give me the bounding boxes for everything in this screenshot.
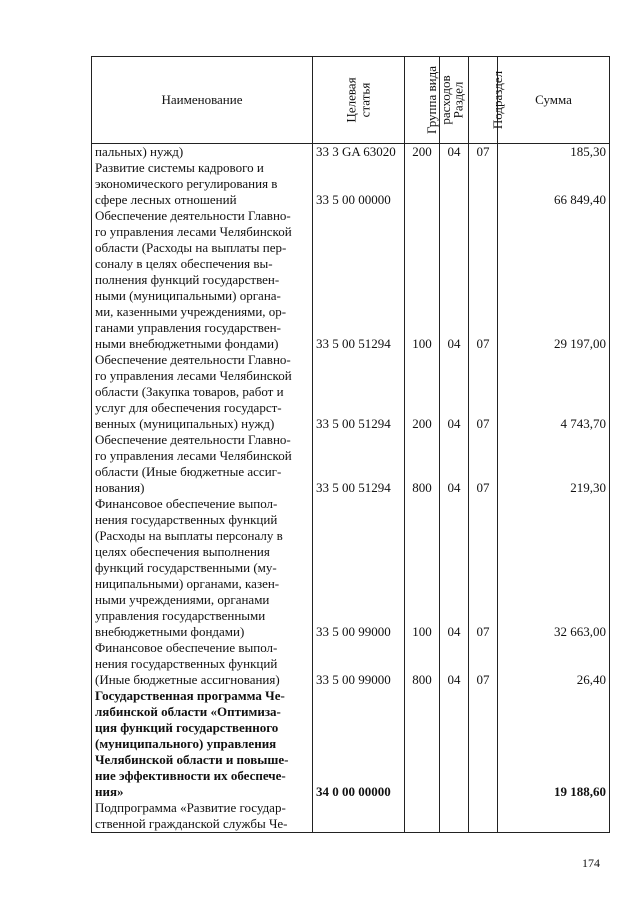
row-expense-group [405, 352, 440, 432]
row-sum-value: 185,30 [570, 144, 606, 159]
row-name-line: ными (муниципальными) органа- [95, 288, 281, 303]
row-sum-value: 19 188,60 [554, 784, 606, 799]
header-target-article: Целевая статья [313, 57, 405, 144]
header-subsection: Подраздел [469, 57, 498, 144]
row-name-line: внебюджетными фондами) [95, 624, 245, 639]
row-target-article [313, 432, 405, 496]
table-row [92, 352, 610, 432]
row-sum [498, 432, 610, 496]
table-row [92, 800, 610, 833]
row-name-line: Челябинской области и повыше- [95, 752, 289, 767]
row-subsection [469, 640, 498, 688]
row-name-line: области (Расходы на выплаты пер- [95, 240, 287, 255]
row-section-value: 04 [447, 416, 461, 431]
row-name-line: сфере лесных отношений [95, 192, 237, 207]
row-expense-group [405, 688, 440, 800]
row-target-article [313, 688, 405, 800]
row-section [440, 144, 469, 161]
row-name-line: ция функций государственного [95, 720, 279, 735]
row-target-article [313, 208, 405, 352]
row-name [92, 640, 313, 688]
row-target-article-value: 33 3 GA 63020 [316, 144, 396, 159]
row-name [92, 160, 313, 208]
row-section-value: 04 [447, 672, 461, 687]
table-row [92, 432, 610, 496]
row-sum-value: 219,30 [570, 480, 606, 495]
row-section [440, 432, 469, 496]
row-section [440, 800, 469, 833]
row-target-article-value: 33 5 00 99000 [316, 672, 391, 687]
row-sum [498, 640, 610, 688]
row-target-article-value: 33 5 00 51294 [316, 336, 391, 351]
row-target-article-value: 33 5 00 99000 [316, 624, 391, 639]
row-expense-group-value: 200 [412, 144, 432, 159]
row-subsection-value: 07 [476, 144, 490, 159]
row-name-line: (муниципального) управления [95, 736, 277, 751]
row-sum-value: 4 743,70 [560, 416, 606, 431]
row-name-line: Обеспечение деятельности Главно- [95, 352, 291, 367]
row-section-value: 04 [447, 144, 461, 159]
row-section-value: 04 [447, 480, 461, 495]
row-name-line: (Иные бюджетные ассигнования) [95, 672, 280, 687]
header-name: Наименование [92, 57, 313, 144]
table-row [92, 144, 610, 161]
row-sum [498, 352, 610, 432]
row-sum-value: 29 197,00 [554, 336, 606, 351]
row-name [92, 800, 313, 833]
row-name-line: нения государственных функций [95, 512, 278, 527]
row-subsection [469, 144, 498, 161]
row-target-article [313, 160, 405, 208]
row-sum [498, 160, 610, 208]
table-row [92, 160, 610, 208]
row-name-line: услуг для обеспечения государст- [95, 400, 282, 415]
page-number: 174 [582, 856, 600, 870]
row-name-line: управления государственными [95, 608, 266, 623]
row-subsection [469, 432, 498, 496]
row-target-article [313, 352, 405, 432]
row-name [92, 144, 313, 161]
table-row [92, 688, 610, 800]
row-name [92, 432, 313, 496]
row-name-line: ние эффективности их обеспече- [95, 768, 286, 783]
row-name-line: Развитие системы кадрового и [95, 160, 264, 175]
row-section [440, 352, 469, 432]
row-name-line: Государственная программа Че- [95, 688, 285, 703]
row-expense-group-value: 100 [412, 336, 432, 351]
row-expense-group [405, 496, 440, 640]
row-target-article-value: 34 0 00 00000 [316, 784, 391, 799]
row-target-article-value: 33 5 00 00000 [316, 192, 391, 207]
row-sum [498, 144, 610, 161]
row-subsection [469, 800, 498, 833]
row-name-line: нения государственных функций [95, 656, 278, 671]
row-name-line: венных (муниципальных) нужд) [95, 416, 275, 431]
row-sum-value: 26,40 [576, 672, 606, 687]
row-subsection [469, 496, 498, 640]
row-section [440, 160, 469, 208]
row-subsection [469, 208, 498, 352]
header-expense-group: Группа вида расходов [405, 57, 440, 144]
row-name-line: области (Иные бюджетные ассиг- [95, 464, 282, 479]
row-sum [498, 208, 610, 352]
row-name-line: соналу в целях обеспечения вы- [95, 256, 273, 271]
row-name-line: лябинской области «Оптимиза- [95, 704, 281, 719]
row-name-line: экономического регулирования в [95, 176, 278, 191]
row-subsection-value: 07 [476, 624, 490, 639]
row-name-line: области (Закупка товаров, работ и [95, 384, 284, 399]
row-name-line: ганами управления государствен- [95, 320, 281, 335]
row-sum [498, 688, 610, 800]
row-name-line: го управления лесами Челябинской [95, 224, 292, 239]
row-sum-value: 66 849,40 [554, 192, 606, 207]
row-expense-group-value: 100 [412, 624, 432, 639]
row-target-article [313, 640, 405, 688]
row-name-line: ми, казенными учреждениями, ор- [95, 304, 287, 319]
row-subsection-value: 07 [476, 336, 490, 351]
row-sum [498, 496, 610, 640]
row-section [440, 640, 469, 688]
row-expense-group [405, 144, 440, 161]
row-name-line: ными внебюджетными фондами) [95, 336, 279, 351]
row-name-line: целях обеспечения выполнения [95, 544, 270, 559]
row-name-line: го управления лесами Челябинской [95, 368, 292, 383]
row-name-line: функций государственными (му- [95, 560, 277, 575]
row-section [440, 496, 469, 640]
table-header-row [92, 57, 610, 144]
row-name [92, 208, 313, 352]
row-name-line: ными учреждениями, органами [95, 592, 270, 607]
row-expense-group-value: 800 [412, 480, 432, 495]
row-name-line: нования) [95, 480, 145, 495]
row-name [92, 496, 313, 640]
row-name [92, 352, 313, 432]
row-sum-value: 32 663,00 [554, 624, 606, 639]
row-subsection [469, 160, 498, 208]
row-expense-group [405, 160, 440, 208]
row-name-line: пальных) нужд) [95, 144, 184, 159]
row-name-line: полнения функций государствен- [95, 272, 280, 287]
row-name-line: Финансовое обеспечение выпол- [95, 640, 278, 655]
table-row [92, 640, 610, 688]
row-name-line: (Расходы на выплаты персоналу в [95, 528, 283, 543]
row-sum [498, 800, 610, 833]
row-section [440, 208, 469, 352]
header-section: Раздел [440, 57, 469, 144]
row-target-article [313, 800, 405, 833]
row-target-article-value: 33 5 00 51294 [316, 416, 391, 431]
row-section-value: 04 [447, 624, 461, 639]
row-name-line: ниципальными) органами, казен- [95, 576, 280, 591]
row-name [92, 688, 313, 800]
row-name-line: Обеспечение деятельности Главно- [95, 432, 291, 447]
row-name-line: го управления лесами Челябинской [95, 448, 292, 463]
row-target-article [313, 496, 405, 640]
row-subsection [469, 688, 498, 800]
row-expense-group [405, 208, 440, 352]
row-expense-group [405, 432, 440, 496]
row-expense-group-value: 800 [412, 672, 432, 687]
table-row [92, 496, 610, 640]
row-target-article [313, 144, 405, 161]
row-target-article-value: 33 5 00 51294 [316, 480, 391, 495]
row-name-line: Подпрограмма «Развитие государ- [95, 800, 286, 815]
row-expense-group [405, 800, 440, 833]
row-name-line: ния» [95, 784, 124, 799]
row-name-line: ственной гражданской службы Че- [95, 816, 288, 831]
header-sum: Сумма [498, 57, 610, 144]
row-section-value: 04 [447, 336, 461, 351]
row-name-line: Финансовое обеспечение выпол- [95, 496, 278, 511]
row-subsection-value: 07 [476, 672, 490, 687]
row-subsection-value: 07 [476, 416, 490, 431]
table-row [92, 208, 610, 352]
row-name-line: Обеспечение деятельности Главно- [95, 208, 291, 223]
row-expense-group [405, 640, 440, 688]
row-subsection [469, 352, 498, 432]
budget-table [91, 56, 610, 833]
row-expense-group-value: 200 [412, 416, 432, 431]
row-section [440, 688, 469, 800]
row-subsection-value: 07 [476, 480, 490, 495]
